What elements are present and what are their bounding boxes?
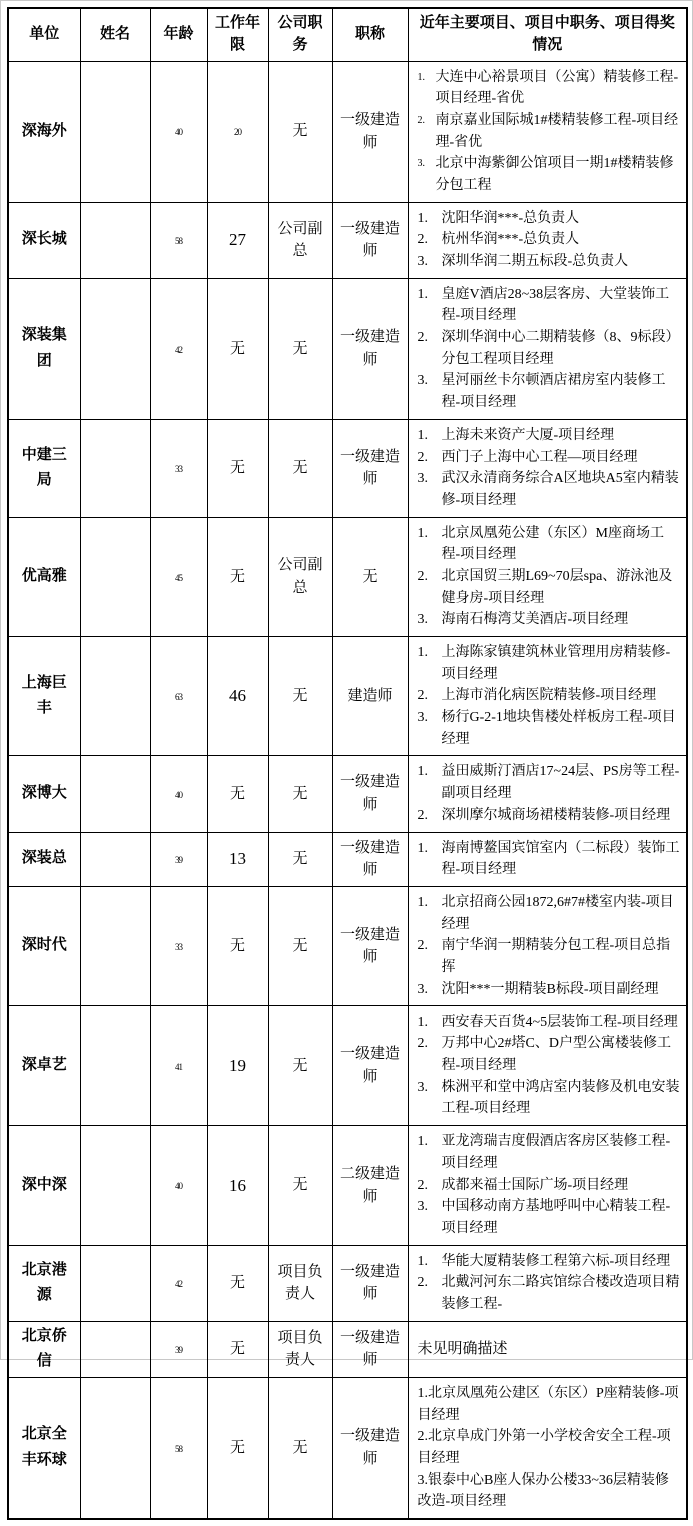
age-cell-text: 39 bbox=[175, 1345, 182, 1356]
name-cell bbox=[80, 1377, 150, 1519]
title-cell bbox=[332, 1245, 408, 1321]
project-text: 海南石梅湾艾美酒店-项目经理 bbox=[441, 612, 629, 628]
project-text: 上海陈家镇建筑林业管理用房精装修-项目经理 bbox=[441, 645, 671, 682]
name-cell bbox=[80, 832, 150, 886]
project-item bbox=[418, 208, 681, 230]
project-item bbox=[418, 935, 681, 978]
age-cell bbox=[150, 517, 207, 636]
project-item bbox=[418, 67, 681, 110]
work-years-cell bbox=[207, 1126, 268, 1245]
project-item bbox=[418, 447, 681, 469]
project-item bbox=[418, 609, 681, 631]
project-text: 北京凤凰苑公建区（东区）P座精装修-项目经理 bbox=[417, 1385, 679, 1423]
project-number: 3. bbox=[417, 612, 428, 628]
project-number: 2. bbox=[417, 1177, 428, 1193]
project-text: 武汉永清商务综合A区地块A5室内精装修-项目经理 bbox=[441, 471, 679, 508]
unit-cell bbox=[8, 419, 80, 517]
page bbox=[1, 1, 692, 1526]
work-years-cell-text: 16 bbox=[229, 1175, 246, 1195]
project-number: 1. bbox=[417, 645, 428, 660]
projects-cell bbox=[408, 202, 687, 278]
position-cell-text: 无 bbox=[292, 850, 308, 867]
project-number: 3. bbox=[417, 471, 428, 487]
unit-cell bbox=[8, 61, 80, 202]
title-cell bbox=[332, 886, 408, 1005]
work-years-cell-text: 20 bbox=[234, 127, 241, 138]
project-text: 成都来福士国际广场-项目经理 bbox=[441, 1177, 629, 1193]
project-number: 1. bbox=[417, 1253, 428, 1269]
title-cell-text: 一级建造师 bbox=[339, 1329, 400, 1369]
age-cell-text: 39 bbox=[175, 854, 182, 865]
unit-cell-text: 北京侨信 bbox=[21, 1327, 67, 1370]
project-text: 南京嘉业国际城1#楼精装修工程-项目经理-省优 bbox=[435, 112, 679, 150]
title-cell bbox=[332, 419, 408, 517]
title-cell-text: 一级建造师 bbox=[339, 112, 400, 151]
title-cell-text: 二级建造师 bbox=[339, 1166, 400, 1205]
project-item bbox=[418, 805, 681, 827]
title-cell bbox=[332, 61, 408, 202]
unit-cell-text: 深时代 bbox=[21, 937, 67, 954]
position-cell bbox=[268, 1377, 332, 1519]
header-row bbox=[8, 8, 687, 61]
table-row bbox=[8, 517, 687, 636]
project-number: 1. bbox=[417, 427, 428, 443]
age-cell-text: 63 bbox=[175, 691, 182, 702]
table-row bbox=[8, 1245, 687, 1321]
work-years-cell bbox=[207, 517, 268, 636]
unit-cell-text: 深博大 bbox=[21, 785, 67, 802]
name-cell bbox=[80, 61, 150, 202]
position-cell-text: 无 bbox=[292, 340, 308, 357]
age-cell bbox=[150, 1245, 207, 1321]
title-cell bbox=[332, 1321, 408, 1377]
project-text: 大连中心裕景项目（公寓）精装修工程-项目经理-省优 bbox=[435, 69, 679, 107]
position-cell-text: 无 bbox=[292, 785, 308, 802]
position-cell-text: 无 bbox=[292, 123, 308, 140]
position-cell-text: 项目负责人 bbox=[277, 1329, 323, 1369]
age-cell-text: 58 bbox=[175, 1443, 182, 1454]
project-text: 华能大厦精装修工程第六标-项目经理 bbox=[441, 1253, 671, 1269]
position-cell bbox=[268, 886, 332, 1005]
project-number: 2. bbox=[417, 232, 428, 248]
unit-cell-text: 深装集团 bbox=[21, 327, 67, 369]
work-years-cell-text: 19 bbox=[229, 1056, 246, 1076]
age-cell-text: 33 bbox=[175, 463, 182, 474]
work-years-cell bbox=[207, 832, 268, 886]
name-cell bbox=[80, 1321, 150, 1377]
name-cell bbox=[80, 1245, 150, 1321]
name-cell bbox=[80, 1126, 150, 1245]
project-item bbox=[418, 707, 681, 750]
unit-cell bbox=[8, 756, 80, 832]
project-item bbox=[418, 761, 681, 804]
project-text: 星河丽丝卡尔顿酒店裙房室内装修工程-项目经理 bbox=[441, 373, 666, 411]
work-years-cell bbox=[207, 637, 268, 756]
unit-cell-text: 深长城 bbox=[21, 231, 67, 248]
project-number: 2. bbox=[417, 1275, 428, 1291]
position-cell bbox=[268, 61, 332, 202]
title-cell-text: 一级建造师 bbox=[339, 1046, 400, 1085]
project-number: 2. bbox=[417, 449, 428, 465]
projects-cell bbox=[408, 278, 687, 419]
age-cell-text: 40 bbox=[175, 1181, 182, 1192]
work-years-cell bbox=[207, 1006, 268, 1126]
unit-cell bbox=[8, 1377, 80, 1519]
title-cell bbox=[332, 1126, 408, 1245]
title-cell bbox=[332, 1377, 408, 1519]
work-years-cell bbox=[207, 1321, 268, 1377]
position-cell bbox=[268, 756, 332, 832]
project-item bbox=[418, 1196, 681, 1239]
work-years-cell bbox=[207, 1245, 268, 1321]
position-cell bbox=[268, 1126, 332, 1245]
project-item bbox=[418, 110, 681, 153]
table-row bbox=[8, 886, 687, 1005]
project-text: 深圳摩尔城商场裙楼精装修-项目经理 bbox=[441, 807, 671, 823]
position-cell-text: 无 bbox=[292, 1057, 308, 1074]
work-years-cell bbox=[207, 756, 268, 832]
project-number: 1. bbox=[417, 71, 425, 83]
work-years-cell-text: 无 bbox=[229, 340, 245, 357]
project-text: 中国移动南方基地呼叫中心精装工程-项目经理 bbox=[441, 1199, 671, 1237]
project-text: 银泰中心B座人保办公楼33~36层精装修改造-项目经理 bbox=[417, 1472, 669, 1510]
position-cell-text: 无 bbox=[292, 1439, 308, 1456]
position-cell bbox=[268, 1006, 332, 1126]
table-row bbox=[8, 1321, 687, 1377]
age-cell bbox=[150, 756, 207, 832]
project-number: 3. bbox=[417, 373, 428, 389]
title-cell-text: 一级建造师 bbox=[339, 839, 400, 879]
work-years-cell bbox=[207, 419, 268, 517]
project-item bbox=[418, 1012, 681, 1034]
position-cell bbox=[268, 278, 332, 419]
project-number: 3. bbox=[417, 981, 428, 997]
header-cell-name: 姓名 bbox=[80, 8, 150, 61]
project-text: 沈阳***一期精装B标段-项目副经理 bbox=[441, 981, 659, 997]
position-cell bbox=[268, 517, 332, 636]
project-text: 北京国贸三期L69~70层spa、游泳池及健身房-项目经理 bbox=[441, 568, 673, 606]
project-item bbox=[418, 1426, 681, 1469]
work-years-cell-text: 无 bbox=[229, 1341, 245, 1358]
project-item bbox=[418, 685, 681, 707]
project-number: 1. bbox=[417, 525, 428, 541]
project-text: 深圳华润中心二期精装修（8、9标段）分包工程项目经理 bbox=[441, 330, 680, 367]
project-number: 1. bbox=[417, 764, 428, 780]
table-row bbox=[8, 202, 687, 278]
title-cell bbox=[332, 202, 408, 278]
project-text: 北京凤凰苑公建（东区）M座商场工程-项目经理 bbox=[441, 525, 664, 563]
age-cell bbox=[150, 61, 207, 202]
project-item bbox=[418, 642, 681, 685]
unit-cell bbox=[8, 1006, 80, 1126]
project-text: 万邦中心2#塔C、D户型公寓楼装修工程-项目经理 bbox=[441, 1036, 671, 1073]
project-item bbox=[418, 1077, 681, 1120]
table-row bbox=[8, 832, 687, 886]
title-cell bbox=[332, 832, 408, 886]
age-cell bbox=[150, 278, 207, 419]
project-number: 3. bbox=[417, 710, 428, 726]
project-item bbox=[418, 370, 681, 413]
project-text: 西安春天百货4~5层装饰工程-项目经理 bbox=[441, 1014, 678, 1030]
table-row bbox=[8, 1006, 687, 1126]
work-years-cell-text: 无 bbox=[229, 568, 245, 585]
project-item bbox=[418, 1251, 681, 1273]
age-cell-text: 58 bbox=[175, 235, 182, 246]
project-text: 北戴河河东二路宾馆综合楼改造项目精装修工程- bbox=[441, 1275, 680, 1313]
project-text: 株洲平和堂中鸿店室内装修及机电安装工程-项目经理 bbox=[441, 1079, 680, 1117]
unit-cell bbox=[8, 517, 80, 636]
position-cell bbox=[268, 419, 332, 517]
unit-cell-text: 中建三局 bbox=[21, 446, 67, 489]
age-cell bbox=[150, 419, 207, 517]
work-years-cell-text: 46 bbox=[229, 686, 246, 706]
project-number: 2. bbox=[417, 807, 428, 823]
work-years-cell-text: 无 bbox=[229, 459, 245, 476]
project-text: 杭州华润***-总负责人 bbox=[441, 232, 580, 248]
title-cell bbox=[332, 1006, 408, 1126]
position-cell bbox=[268, 637, 332, 756]
project-number: 2. bbox=[417, 114, 425, 126]
project-text: 上海市消化病医院精装修-项目经理 bbox=[441, 688, 657, 704]
project-item bbox=[418, 1272, 681, 1315]
work-years-cell bbox=[207, 886, 268, 1005]
project-item bbox=[418, 1033, 681, 1076]
position-cell-text: 无 bbox=[292, 937, 308, 954]
title-cell-text: 建造师 bbox=[347, 687, 393, 704]
project-item bbox=[418, 1131, 681, 1174]
unit-cell-text: 深中深 bbox=[21, 1176, 67, 1193]
title-cell bbox=[332, 756, 408, 832]
name-cell bbox=[80, 1006, 150, 1126]
table-row bbox=[8, 1126, 687, 1245]
project-text: 北京阜成门外第一小学校舍安全工程-项目经理 bbox=[417, 1429, 671, 1466]
project-number: 3. bbox=[417, 1472, 428, 1488]
position-cell-text: 公司副总 bbox=[277, 557, 323, 596]
header-cell-title: 职称 bbox=[332, 8, 408, 61]
age-cell bbox=[150, 1321, 207, 1377]
work-years-cell-text: 无 bbox=[229, 1439, 245, 1456]
project-text: 深圳华润二期五标段-总负责人 bbox=[441, 254, 629, 269]
name-cell bbox=[80, 756, 150, 832]
unit-cell bbox=[8, 1321, 80, 1377]
project-number: 2. bbox=[417, 1036, 428, 1052]
unit-cell-text: 北京港源 bbox=[21, 1261, 67, 1304]
project-text: 皇庭V酒店28~38层客房、大堂装饰工程-项目经理 bbox=[441, 286, 670, 324]
project-item bbox=[418, 892, 681, 935]
projects-cell bbox=[408, 1126, 687, 1245]
unit-cell bbox=[8, 886, 80, 1005]
age-cell bbox=[150, 1126, 207, 1245]
age-cell-text: 40 bbox=[175, 789, 182, 800]
position-cell-text: 项目负责人 bbox=[277, 1263, 323, 1303]
project-number: 2. bbox=[417, 938, 428, 954]
table-row bbox=[8, 419, 687, 517]
header-cell-unit: 单位 bbox=[8, 8, 80, 61]
project-number: 1. bbox=[417, 840, 428, 856]
name-cell bbox=[80, 419, 150, 517]
resume-table bbox=[7, 7, 688, 1520]
project-text: 益田威斯汀酒店17~24层、PS房等工程-副项目经理 bbox=[441, 764, 680, 802]
project-number: 2. bbox=[417, 688, 428, 704]
project-item bbox=[418, 1383, 681, 1426]
title-cell bbox=[332, 278, 408, 419]
project-number: 1. bbox=[417, 1134, 428, 1150]
age-cell bbox=[150, 832, 207, 886]
position-cell bbox=[268, 832, 332, 886]
project-text: 亚龙湾瑞吉度假酒店客房区装修工程-项目经理 bbox=[441, 1134, 671, 1171]
work-years-cell-text: 27 bbox=[229, 230, 246, 250]
title-cell-text: 无 bbox=[362, 568, 378, 585]
title-cell bbox=[332, 637, 408, 756]
age-cell bbox=[150, 886, 207, 1005]
project-text: 北京招商公园1872,6#7#楼室内装-项目经理 bbox=[441, 894, 674, 932]
project-item bbox=[418, 838, 681, 881]
unit-cell bbox=[8, 832, 80, 886]
table-row bbox=[8, 1377, 687, 1519]
age-cell-text: 42 bbox=[175, 1279, 182, 1290]
work-years-cell-text: 无 bbox=[229, 1275, 245, 1292]
projects-cell bbox=[408, 886, 687, 1005]
project-number: 2. bbox=[417, 1429, 428, 1445]
project-item bbox=[418, 251, 681, 273]
project-number: 3. bbox=[417, 158, 425, 170]
projects-cell bbox=[408, 61, 687, 202]
project-item bbox=[418, 566, 681, 609]
position-cell-text: 公司副总 bbox=[277, 220, 323, 260]
header-cell-work-years: 工作年限 bbox=[207, 8, 268, 61]
title-cell-text: 一级建造师 bbox=[339, 774, 400, 813]
title-cell-text: 一级建造师 bbox=[339, 220, 400, 260]
title-cell-text: 一级建造师 bbox=[339, 329, 400, 368]
position-cell bbox=[268, 202, 332, 278]
table-row bbox=[8, 278, 687, 419]
project-item bbox=[418, 979, 681, 1001]
title-cell bbox=[332, 517, 408, 636]
position-cell-text: 无 bbox=[292, 1177, 308, 1194]
table-row bbox=[8, 61, 687, 202]
title-cell-text: 一级建造师 bbox=[339, 448, 400, 488]
project-number: 3. bbox=[417, 254, 428, 269]
projects-cell bbox=[408, 1377, 687, 1519]
project-item bbox=[418, 284, 681, 327]
project-number: 1. bbox=[417, 1385, 428, 1401]
unit-cell-text: 深卓艺 bbox=[21, 1057, 67, 1074]
position-cell bbox=[268, 1321, 332, 1377]
age-cell bbox=[150, 637, 207, 756]
project-text: 南宁华润一期精装分包工程-项目总指挥 bbox=[441, 938, 671, 975]
unit-cell-text: 北京全丰环球 bbox=[21, 1426, 67, 1468]
projects-cell bbox=[408, 1245, 687, 1321]
name-cell bbox=[80, 886, 150, 1005]
project-item bbox=[418, 425, 681, 447]
project-number: 1. bbox=[417, 1014, 428, 1030]
unit-cell-text: 上海巨丰 bbox=[21, 674, 67, 717]
projects-cell bbox=[408, 1321, 687, 1377]
age-cell-text: 33 bbox=[175, 941, 182, 952]
header-cell-projects: 近年主要项目、项目中职务、项目得奖情况 bbox=[408, 8, 687, 61]
table-row bbox=[8, 637, 687, 756]
position-cell-text: 无 bbox=[292, 687, 308, 704]
projects-cell bbox=[408, 419, 687, 517]
projects-cell bbox=[408, 756, 687, 832]
project-number: 1. bbox=[417, 210, 428, 226]
unit-cell-text: 深海外 bbox=[21, 122, 67, 139]
work-years-cell-text: 13 bbox=[229, 849, 246, 869]
project-item bbox=[418, 153, 681, 196]
project-number: 3. bbox=[417, 1199, 428, 1215]
unit-cell bbox=[8, 278, 80, 419]
work-years-cell-text: 无 bbox=[229, 937, 245, 954]
work-years-cell bbox=[207, 61, 268, 202]
project-text: 沈阳华润***-总负责人 bbox=[441, 210, 580, 226]
table-row bbox=[8, 756, 687, 832]
project-item bbox=[418, 1175, 681, 1197]
age-cell-text: 40 bbox=[175, 127, 182, 138]
projects-cell bbox=[408, 517, 687, 636]
project-item bbox=[418, 1470, 681, 1513]
age-cell-text: 41 bbox=[175, 1061, 182, 1072]
header-cell-position: 公司职务 bbox=[268, 8, 332, 61]
project-item bbox=[418, 327, 681, 370]
projects-cell bbox=[408, 637, 687, 756]
unit-cell bbox=[8, 1126, 80, 1245]
project-item bbox=[418, 229, 681, 251]
age-cell bbox=[150, 1377, 207, 1519]
age-cell bbox=[150, 202, 207, 278]
project-number: 1. bbox=[417, 286, 428, 302]
age-cell-text: 42 bbox=[175, 344, 182, 355]
work-years-cell-text: 无 bbox=[229, 785, 245, 802]
unit-cell bbox=[8, 637, 80, 756]
unit-cell bbox=[8, 202, 80, 278]
project-number: 3. bbox=[417, 1079, 428, 1095]
position-cell bbox=[268, 1245, 332, 1321]
project-text: 海南博鳌国宾馆室内（二标段）装饰工程-项目经理 bbox=[441, 840, 680, 878]
name-cell bbox=[80, 637, 150, 756]
title-cell-text: 一级建造师 bbox=[339, 1428, 400, 1467]
project-text: 杨行G-2-1地块售楼处样板房工程-项目经理 bbox=[441, 710, 676, 747]
header-cell-age: 年龄 bbox=[150, 8, 207, 61]
age-cell-text: 45 bbox=[175, 572, 182, 583]
title-cell-text: 一级建造师 bbox=[339, 1263, 400, 1303]
project-number: 2. bbox=[417, 330, 428, 346]
name-cell bbox=[80, 517, 150, 636]
unit-cell-text: 优高雅 bbox=[21, 568, 67, 585]
position-cell-text: 无 bbox=[292, 459, 308, 476]
projects-cell bbox=[408, 832, 687, 886]
age-cell bbox=[150, 1006, 207, 1126]
work-years-cell bbox=[207, 278, 268, 419]
work-years-cell bbox=[207, 1377, 268, 1519]
title-cell-text: 一级建造师 bbox=[339, 926, 400, 966]
work-years-cell bbox=[207, 202, 268, 278]
project-text: 上海未来资产大厦-项目经理 bbox=[441, 427, 615, 443]
project-item bbox=[418, 523, 681, 566]
unit-cell-text: 深装总 bbox=[21, 850, 67, 867]
project-number: 1. bbox=[417, 894, 428, 910]
name-cell bbox=[80, 202, 150, 278]
note-text: 未见明确描述 bbox=[417, 1340, 508, 1357]
unit-cell bbox=[8, 1245, 80, 1321]
project-item bbox=[418, 468, 681, 511]
project-number: 2. bbox=[417, 568, 428, 584]
project-text: 北京中海紫御公馆项目一期1#楼精装修分包工程 bbox=[435, 156, 674, 193]
projects-cell bbox=[408, 1006, 687, 1126]
name-cell bbox=[80, 278, 150, 419]
project-text: 西门子上海中心工程—项目经理 bbox=[441, 449, 638, 465]
